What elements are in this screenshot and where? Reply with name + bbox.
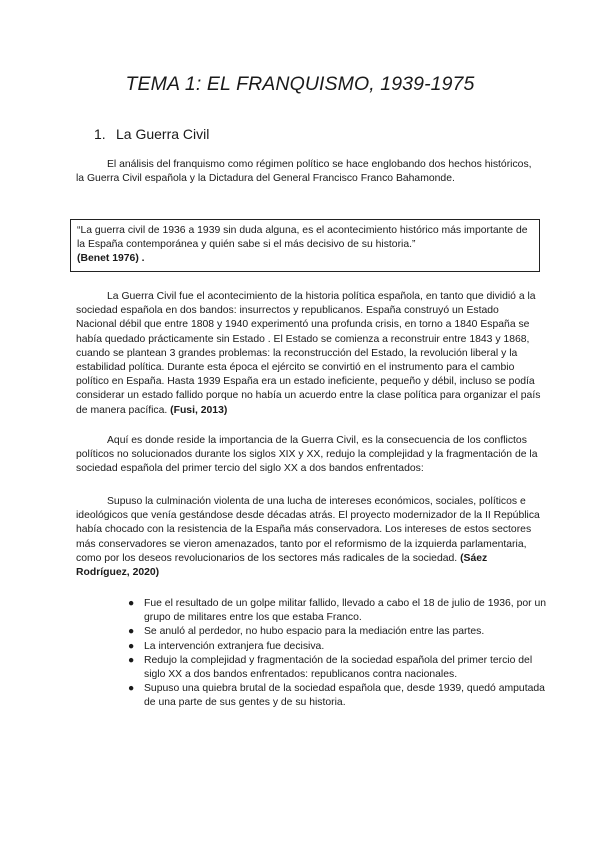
list-item <box>128 654 548 682</box>
bullet-dot: ● <box>128 654 135 666</box>
paragraph-3 <box>76 495 542 580</box>
quote-text: “La guerra civil de 1936 a 1939 sin duda alguna, es el acontecimiento histórico más importante de la España contemporánea y quién sabe si el más decisivo de su historia.” <box>77 225 528 250</box>
intro-paragraph <box>76 158 542 186</box>
list-item <box>128 597 548 625</box>
section-number: 1. <box>94 126 106 142</box>
paragraph-2 <box>76 434 542 477</box>
paragraph-2-text: Aquí es donde reside la importancia de la Guerra Civil, es la consecuencia de los conflictos políticos no solucionados durante los siglos XIX y XX, redujo la complejidad y la fragmentación de la sociedad española del primer tercio del siglo XX a dos bandos enfrentados: <box>76 435 538 475</box>
quote-citation: (Benet 1976) . <box>77 253 145 264</box>
list-item <box>128 625 548 639</box>
list-item-text: Fue el resultado de un golpe militar fallido, llevado a cabo el 18 de julio de 1936, por un grupo de militares entre los que estaba Franco. <box>144 598 547 624</box>
page-title: TEMA 1: EL FRANQUISMO, 1939-1975 <box>125 73 475 95</box>
paragraph-3-citation: (Sáez Rodríguez, 2020) <box>76 552 488 579</box>
intro-text: El análisis del franquismo como régimen político se hace englobando dos hechos históricos, la Guerra Civil española y la Dictadura del General Francisco Franco Bahamonde. <box>76 159 532 185</box>
bullet-dot: ● <box>128 683 135 695</box>
paragraph-1-text: La Guerra Civil fue el acontecimiento de la historia política española, en tanto que dividió a la sociedad española en dos bandos: insurrectos y republicanos. España construyó un Estado Nacional débil que entre 1808 y 1940 experimentó una profunda crisis, en torno a 1840 España se había quedado prácticamente sin Estado . El Estado se comienza a reconstruir entre 1843 y 1868, cuando se plantean 3 grandes problemas: la reconstrucción del Estado, la revolución liberal y la estabilidad política. Durante esta época el ejército se convirtió en el instrumento para el cambio político en España. Hasta 1939 España era un estado ineficiente, pequeño y débil, incluso se podía considerar un estado fallido porque no había un acuerdo entre la clase política para organizar el país de manera pacífica. <box>76 291 541 416</box>
list-item <box>128 640 548 654</box>
paragraph-3-text: Supuso la culminación violenta de una lucha de intereses económicos, sociales, políticos e ideológicos que venía gestándose desde décadas atrás. El proyecto modernizador de la II República había chocado con la resistencia de la España más conservadora. Los intereses de estos sectores más conservadores se vieron amenazados, tanto por el reformismo de la izquierda parlamentaria, como por los deseos revolucionarios de los sectores más radicales de la sociedad. <box>76 496 540 564</box>
list-item <box>128 682 548 710</box>
section-heading <box>94 126 209 142</box>
bullet-dot: ● <box>128 598 135 609</box>
paragraph-1 <box>76 290 542 418</box>
list-item-text: La intervención extranjera fue decisiva. <box>144 640 325 652</box>
paragraph-1-citation: (Fusi, 2013) <box>170 404 228 416</box>
list-item-text: Supuso una quiebra brutal de la sociedad española que, desde 1939, quedó amputada de una parte de sus gentes y de su historia. <box>144 683 545 709</box>
list-item-text: Redujo la complejidad y fragmentación de la sociedad española del primer tercio del siglo XX a dos bandos enfrentados: republicanos contra nacionales. <box>144 654 533 681</box>
bullet-list <box>128 597 548 711</box>
quote-box <box>70 219 540 272</box>
bullet-dot: ● <box>128 626 135 638</box>
list-item-text: Se anuló al perdedor, no hubo espacio para la mediación entre las partes. <box>144 626 485 638</box>
section-heading-text: La Guerra Civil <box>116 126 210 142</box>
bullet-dot: ● <box>128 640 135 652</box>
